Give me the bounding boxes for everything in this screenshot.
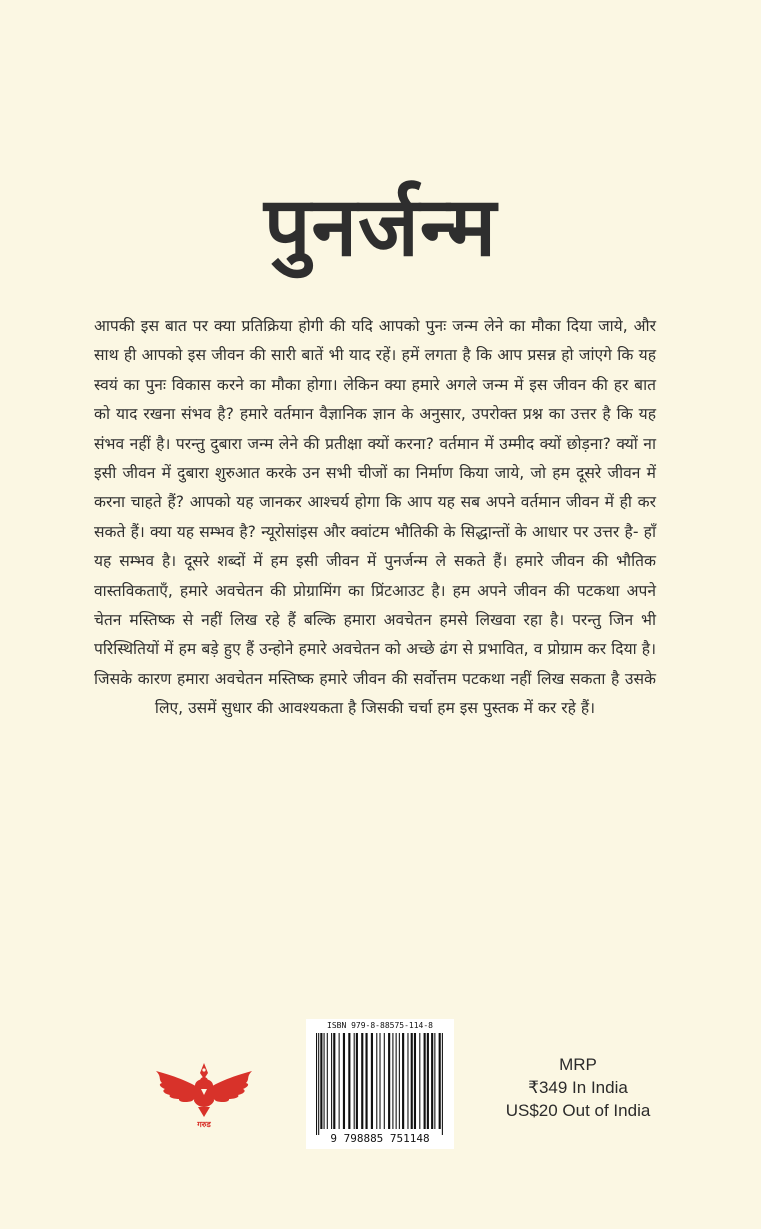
price-india: ₹349 In India (528, 1078, 628, 1097)
isbn-label: ISBN 979-8-88575-114-8 (327, 1021, 433, 1030)
barcode-bars (306, 1019, 454, 1149)
barcode-bar (371, 1033, 373, 1129)
barcode-bar (365, 1033, 367, 1129)
barcode-bar (392, 1033, 393, 1129)
barcode-bar (439, 1033, 441, 1129)
barcode-bar (379, 1033, 380, 1129)
book-title: पुनर्जन्म (263, 180, 498, 275)
barcode-bar (339, 1033, 340, 1129)
publisher-name: गरुड (197, 1120, 211, 1129)
garuda-eagle-icon (148, 1057, 260, 1119)
barcode-bar (434, 1033, 435, 1129)
barcode-bar (424, 1033, 426, 1129)
mrp-label: MRP (559, 1055, 597, 1074)
barcode-bar (318, 1033, 319, 1135)
barcode-bar (407, 1033, 408, 1129)
barcode-bar (333, 1033, 335, 1129)
price-abroad: US$20 Out of India (505, 1101, 651, 1120)
barcode-bar (384, 1033, 385, 1129)
barcode-bar (388, 1033, 390, 1129)
barcode-bar (411, 1033, 413, 1129)
barcode-digits: 9 798885 751148 (330, 1132, 430, 1145)
price-block (502, 1053, 654, 1122)
publisher-logo (148, 1057, 260, 1135)
barcode-bar (431, 1033, 433, 1129)
barcode-bar (427, 1033, 429, 1129)
barcode-bar (399, 1033, 400, 1129)
barcode-bar (376, 1033, 377, 1129)
barcode-bar (354, 1033, 355, 1129)
barcode-bar (402, 1033, 404, 1129)
barcode-bar (331, 1033, 332, 1129)
barcode-bar (396, 1033, 397, 1129)
barcode-bar (343, 1033, 345, 1129)
isbn-barcode (306, 1019, 454, 1149)
barcode-bar (419, 1033, 420, 1129)
barcode-bar (320, 1033, 322, 1129)
barcode-bar (316, 1033, 317, 1135)
barcode-bar (327, 1033, 328, 1129)
barcode-bar (356, 1033, 358, 1129)
barcode-bar (324, 1033, 325, 1129)
barcode-bar (348, 1033, 350, 1129)
barcode-bar (442, 1033, 443, 1135)
barcode-bar (361, 1033, 363, 1129)
back-cover-blurb: आपकी इस बात पर क्या प्रतिक्रिया होगी की यदि आपको पुनः जन्म लेने का मौका दिया जाये, और साथ ही आपको इस जीवन की सारी बातें भी याद रहें। हमें लगता है कि आप प्रसन्न हो जांएगे कि यह स्वयं का पुनः विकास करने का मौका होगा। लेकिन क्या हमारे अगले जन्म में इस जीवन की हर बात को याद रखना संभव है? हमारे वर्तमान वैज्ञानिक ज्ञान के अनुसार, उपरोक्त प्रश्न का उत्तर है कि यह संभव नहीं है। परन्तु दुबारा जन्म लेने की प्रतीक्षा क्यों करना? वर्तमान में उम्मीद क्यों छोड़ना? क्यों ना इसी जीवन में दुबारा शुरुआत करके उन सभी चीजों का निर्माण किया जाये, जो हम दूसरे जीवन में करना चाहते हैं? आपको यह जानकर आश्चर्य होगा कि आप यह सब अपने वर्तमान जीवन में ही कर सकते हैं। क्या यह सम्भव है? न्यूरोसांइस और क्वांटम भौतिकी के सिद्धान्तों के आधार पर उत्तर है- हाँ यह सम्भव है। दूसरे शब्दों में हम इसी जीवन में पुनर्जन्म ले सकते हैं। हमारे जीवन की भौतिक वास्तविकताएँ, हमारे अवचेतन की प्रोग्रामिंग का प्रिंटआउट है। हम अपने जीवन की पटकथा अपने चेतन मस्तिष्क से नहीं लिख रहे हैं बल्कि हमारा अवचेतन हमसे लिखवा रहा है। परन्तु जिन भी परिस्थितियों में हम बड़े हुए हैं उन्होने हमारे अवचेतन को अच्छे ढंग से प्रभावित, व प्रोग्राम कर दिया है। जिसके कारण हमारा अवचेतन मस्तिष्क हमारे जीवन की सर्वोत्तम पटकथा नहीं लिख सकता है उसके लिए, उसमें सुधार की आवश्यकता है जिसकी चर्चा हम इस पुस्तक में कर रहे हैं। (94, 317, 656, 718)
barcode-bar (414, 1033, 416, 1129)
